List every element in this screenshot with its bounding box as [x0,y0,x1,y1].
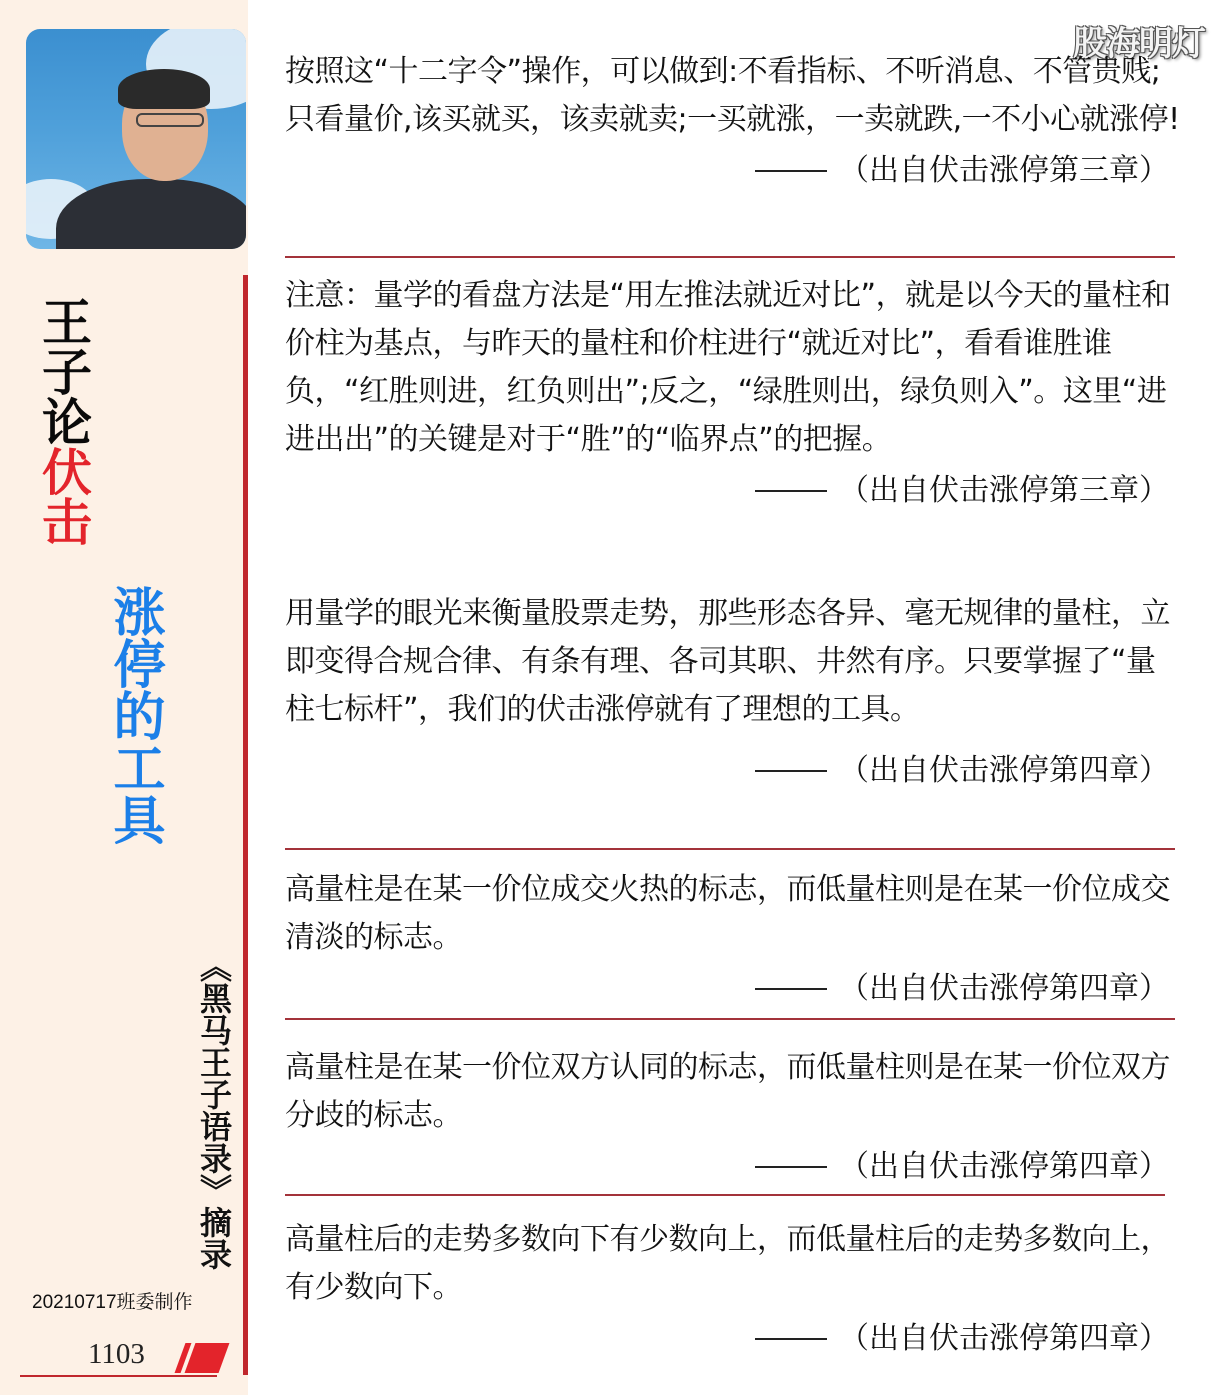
quote-source-text: （出自伏击涨停第四章） [839,753,1169,788]
quote-item [285,590,1185,830]
dash-line [755,770,827,772]
divider [285,570,1175,572]
quote-source [285,1316,1185,1362]
quote-item [285,866,1185,1006]
quote-source-text: （出自伏击涨停第四章） [839,1321,1169,1356]
dash-line [755,170,827,172]
quote-item [285,1216,1185,1362]
quote-source [285,966,1185,1012]
book-source-label: 《黑马王子语录》摘录 [195,950,233,1270]
watermark-text: 股海明灯 [1073,24,1205,64]
quote-source [285,1144,1185,1190]
main-title-red: 伏击 [34,446,93,546]
quote-item [285,48,1185,238]
quote-item [285,272,1185,562]
main-title-black: 王子论 [34,296,93,446]
sidebar-red-bar [243,275,248,1375]
glasses-icon [136,113,204,127]
quote-source-text: （出自伏击涨停第四章） [839,1149,1169,1184]
quote-source [285,148,1185,194]
divider [285,1018,1175,1020]
quote-source-text: （出自伏击涨停第三章） [839,473,1169,508]
quote-source-text: （出自伏击涨停第四章） [839,971,1169,1006]
quote-text: 高量柱后的走势多数向下有少数向上，而低量柱后的走势多数向上，有少数向下。 [285,1222,1170,1305]
quote-item [285,1044,1185,1184]
dash-line [755,1338,827,1340]
page-stripe-thick [185,1343,230,1373]
quote-source [285,748,1185,794]
quotes-list [285,48,1185,1362]
divider [285,848,1175,850]
dash-line [755,490,827,492]
page-number: 1103 [88,1338,145,1370]
divider [285,256,1175,258]
sidebar [0,0,248,1395]
quote-source-text: （出自伏击涨停第三章） [839,153,1169,188]
divider [285,1194,1165,1196]
dash-line [755,1166,827,1168]
quote-text: 用量学的眼光来衡量股票走势，那些形态各异、毫无规律的量柱，立即变得合规合律、有条有理、各司其职、井然有序。只要掌握了“量柱七标杆”，我们的伏击涨停就有了理想的工具。 [285,596,1170,727]
person-hair-shape [118,69,210,109]
quote-text: 高量柱是在某一价位成交火热的标志，而低量柱则是在某一价位成交清淡的标志。 [285,872,1170,955]
quote-text: 高量柱是在某一价位双方认同的标志，而低量柱则是在某一价位双方分歧的标志。 [285,1050,1170,1133]
page-underline [20,1375,217,1377]
dash-line [755,988,827,990]
quote-text: 按照这“十二字令”操作，可以做到:不看指标、不听消息、不管贵贱;只看量价,该买就买，该卖就卖;一买就涨，一卖就跌,一不小心就涨停! [285,54,1180,137]
author-photo [26,29,246,249]
sub-title: 涨停的工具 [104,585,165,845]
main-title [34,296,93,546]
quote-text: 注意：量学的看盘方法是“用左推法就近对比”，就是以今天的量柱和价柱为基点，与昨天的量柱和价柱进行“就近对比”，看看谁胜谁负，“红胜则进，红负则出”;反之，“绿胜则出，绿负则入”。这里“进进出出”的关键是对于“胜”的“临界点”的把握。 [285,278,1171,457]
quote-source [285,468,1185,514]
credit-text: 20210717班委制作 [32,1292,193,1313]
